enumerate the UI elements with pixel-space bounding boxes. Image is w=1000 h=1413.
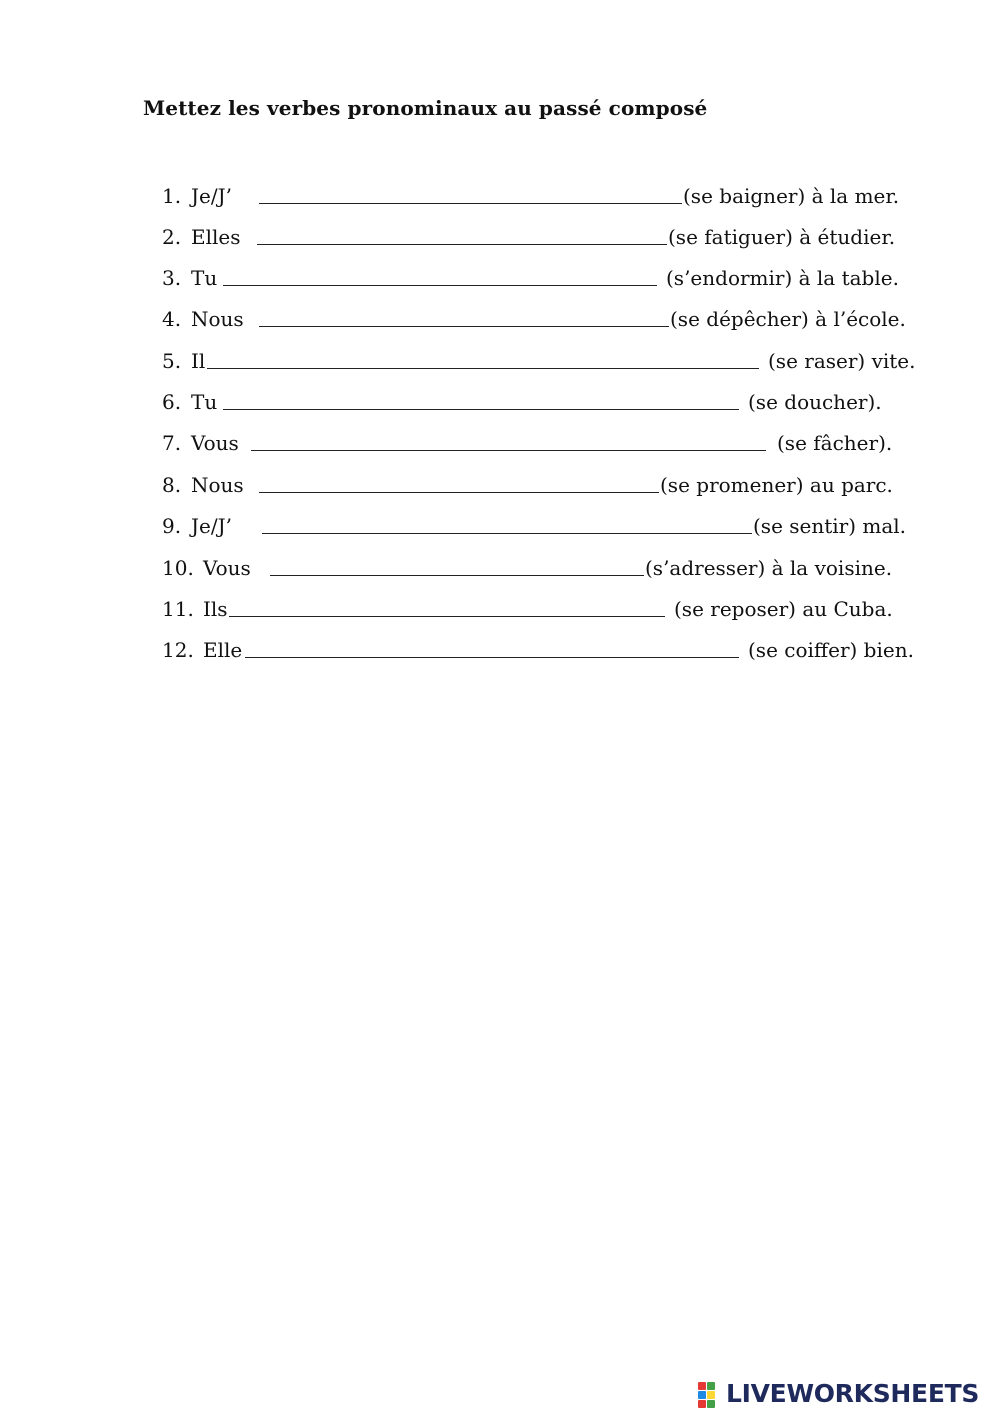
watermark-text: LIVEWORKSHEETS bbox=[726, 1379, 980, 1408]
exercise-subject: Tu bbox=[191, 266, 218, 290]
exercise-number: 5. bbox=[162, 349, 182, 373]
exercise-number: 2. bbox=[162, 225, 182, 249]
exercise-number: 1. bbox=[162, 184, 182, 208]
verb-hint: (se dépêcher) à l’école. bbox=[670, 307, 906, 331]
exercise-number: 11. bbox=[162, 597, 194, 621]
exercise-subject: Je/J’ bbox=[191, 514, 232, 538]
exercise-subject: Tu bbox=[191, 390, 218, 414]
answer-blank[interactable] bbox=[223, 285, 657, 286]
exercise-subject: Elles bbox=[191, 225, 241, 249]
exercise-number: 8. bbox=[162, 473, 182, 497]
liveworksheets-logo-icon bbox=[698, 1380, 724, 1408]
verb-hint: (se raser) vite. bbox=[768, 349, 916, 373]
exercise-subject: Vous bbox=[203, 556, 251, 580]
answer-blank[interactable] bbox=[223, 409, 739, 410]
answer-blank[interactable] bbox=[207, 368, 759, 369]
exercise-subject: Vous bbox=[191, 431, 239, 455]
verb-hint: (se sentir) mal. bbox=[753, 514, 907, 538]
worksheet-title: Mettez les verbes pronominaux au passé composé bbox=[143, 96, 708, 120]
verb-hint: (se fâcher). bbox=[777, 431, 893, 455]
answer-blank[interactable] bbox=[259, 203, 682, 204]
liveworksheets-watermark bbox=[698, 1377, 979, 1411]
exercise-subject: Je/J’ bbox=[191, 184, 232, 208]
answer-blank[interactable] bbox=[270, 575, 644, 576]
exercise-number: 10. bbox=[162, 556, 194, 580]
verb-hint: (se coiffer) bien. bbox=[748, 638, 914, 662]
exercise-number: 4. bbox=[162, 307, 182, 331]
answer-blank[interactable] bbox=[259, 326, 669, 327]
exercise-subject: Nous bbox=[191, 473, 244, 497]
exercise-subject: Il bbox=[191, 349, 206, 373]
exercise-number: 12. bbox=[162, 638, 194, 662]
exercise-subject: Ils bbox=[203, 597, 228, 621]
answer-blank[interactable] bbox=[262, 533, 752, 534]
exercise-subject: Elle bbox=[203, 638, 243, 662]
exercise-number: 9. bbox=[162, 514, 182, 538]
verb-hint: (s’adresser) à la voisine. bbox=[645, 556, 893, 580]
answer-blank[interactable] bbox=[251, 450, 766, 451]
exercise-number: 3. bbox=[162, 266, 182, 290]
verb-hint: (se baigner) à la mer. bbox=[683, 184, 900, 208]
exercise-number: 7. bbox=[162, 431, 182, 455]
answer-blank[interactable] bbox=[259, 492, 659, 493]
verb-hint: (se fatiguer) à étudier. bbox=[668, 225, 896, 249]
exercise-number: 6. bbox=[162, 390, 182, 414]
exercise-subject: Nous bbox=[191, 307, 244, 331]
answer-blank[interactable] bbox=[257, 244, 667, 245]
verb-hint: (se doucher). bbox=[748, 390, 882, 414]
verb-hint: (s’endormir) à la table. bbox=[666, 266, 899, 290]
verb-hint: (se reposer) au Cuba. bbox=[674, 597, 893, 621]
answer-blank[interactable] bbox=[229, 616, 665, 617]
verb-hint: (se promener) au parc. bbox=[660, 473, 893, 497]
answer-blank[interactable] bbox=[245, 657, 739, 658]
